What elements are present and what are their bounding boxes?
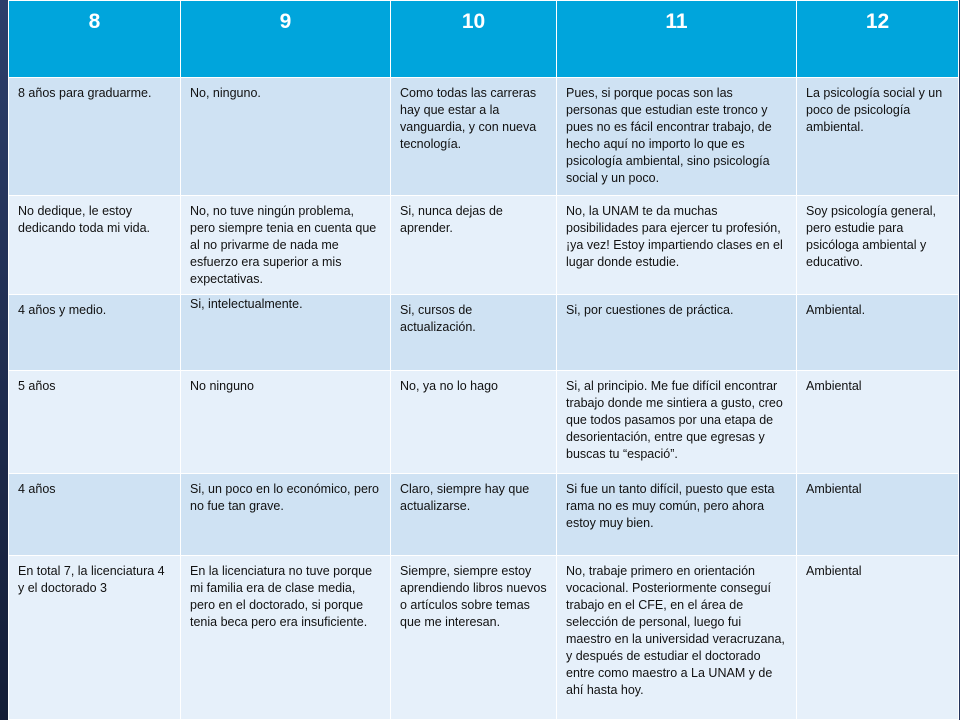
table-cell: No, trabaje primero en orientación vocacional. Posteriormente conseguí trabajo en el CFE, en el área de selección de personal, luego fui maestro en la universidad veracruzana, y después de estudiar el doctorado entre como maestro a La UNAM y de ahí hasta hoy.	[557, 556, 797, 720]
table-cell: Si, al principio. Me fue difícil encontrar trabajo donde me sintiera a gusto, creo que todos pasamos por una etapa de desorientación, entre que egresas y buscas tu “espació”.	[557, 371, 797, 474]
table-cell: No, la UNAM te da muchas posibilidades para ejercer tu profesión, ¡ya vez! Estoy impartiendo clases en el lugar donde estudie.	[557, 196, 797, 295]
slide-left-edge	[0, 0, 8, 720]
table-cell: Si, un poco en lo económico, pero no fue tan grave.	[181, 474, 391, 556]
table-cell: Ambiental	[797, 474, 959, 556]
table-cell: Si fue un tanto difícil, puesto que esta rama no es muy común, pero ahora estoy muy bien.	[557, 474, 797, 556]
table-cell: 8 años para graduarme.	[9, 78, 181, 196]
header-row	[9, 1, 959, 78]
column-header-8: 8	[9, 1, 181, 78]
table-cell: No ninguno	[181, 371, 391, 474]
survey-table	[8, 0, 959, 720]
table-cell: Si, por cuestiones de práctica.	[557, 295, 797, 371]
table-row	[9, 371, 959, 474]
table-cell: 5 años	[9, 371, 181, 474]
table-row	[9, 474, 959, 556]
table-row	[9, 295, 959, 371]
table-row	[9, 556, 959, 720]
table-cell: Si, intelectualmente.	[181, 295, 391, 371]
table-row	[9, 78, 959, 196]
table-cell: 4 años	[9, 474, 181, 556]
column-header-11: 11	[557, 1, 797, 78]
table-cell: Si, nunca dejas de aprender.	[391, 196, 557, 295]
table-cell: En total 7, la licenciatura 4 y el doctorado 3	[9, 556, 181, 720]
table-cell: La psicología social y un poco de psicología ambiental.	[797, 78, 959, 196]
table-cell: No dedique, le estoy dedicando toda mi vida.	[9, 196, 181, 295]
table-cell: Ambiental	[797, 371, 959, 474]
table-cell: Si, cursos de actualización.	[391, 295, 557, 371]
table-cell: Como todas las carreras hay que estar a la vanguardia, y con nueva tecnología.	[391, 78, 557, 196]
column-header-9: 9	[181, 1, 391, 78]
table-cell: Ambiental	[797, 556, 959, 720]
table-cell: En la licenciatura no tuve porque mi familia era de clase media, pero en el doctorado, si porque tenia beca pero era insuficiente.	[181, 556, 391, 720]
table-cell: Ambiental.	[797, 295, 959, 371]
table-cell: 4 años y medio.	[9, 295, 181, 371]
table-cell: Siempre, siempre estoy aprendiendo libros nuevos o artículos sobre temas que me interesan.	[391, 556, 557, 720]
table-cell: Pues, si porque pocas son las personas que estudian este tronco y pues no es fácil encontrar trabajo, de hecho aquí no importo lo que es psicología ambiental, sino psicología social y un poco.	[557, 78, 797, 196]
table-cell: No, no tuve ningún problema, pero siempre tenia en cuenta que al no privarme de nada me esfuerzo era superior a mis expectativas.	[181, 196, 391, 295]
table-cell: No, ya no lo hago	[391, 371, 557, 474]
column-header-12: 12	[797, 1, 959, 78]
table-cell: Soy psicología general, pero estudie para psicóloga ambiental y educativo.	[797, 196, 959, 295]
table-cell: Claro, siempre hay que actualizarse.	[391, 474, 557, 556]
table-row	[9, 196, 959, 295]
table-cell: No, ninguno.	[181, 78, 391, 196]
column-header-10: 10	[391, 1, 557, 78]
